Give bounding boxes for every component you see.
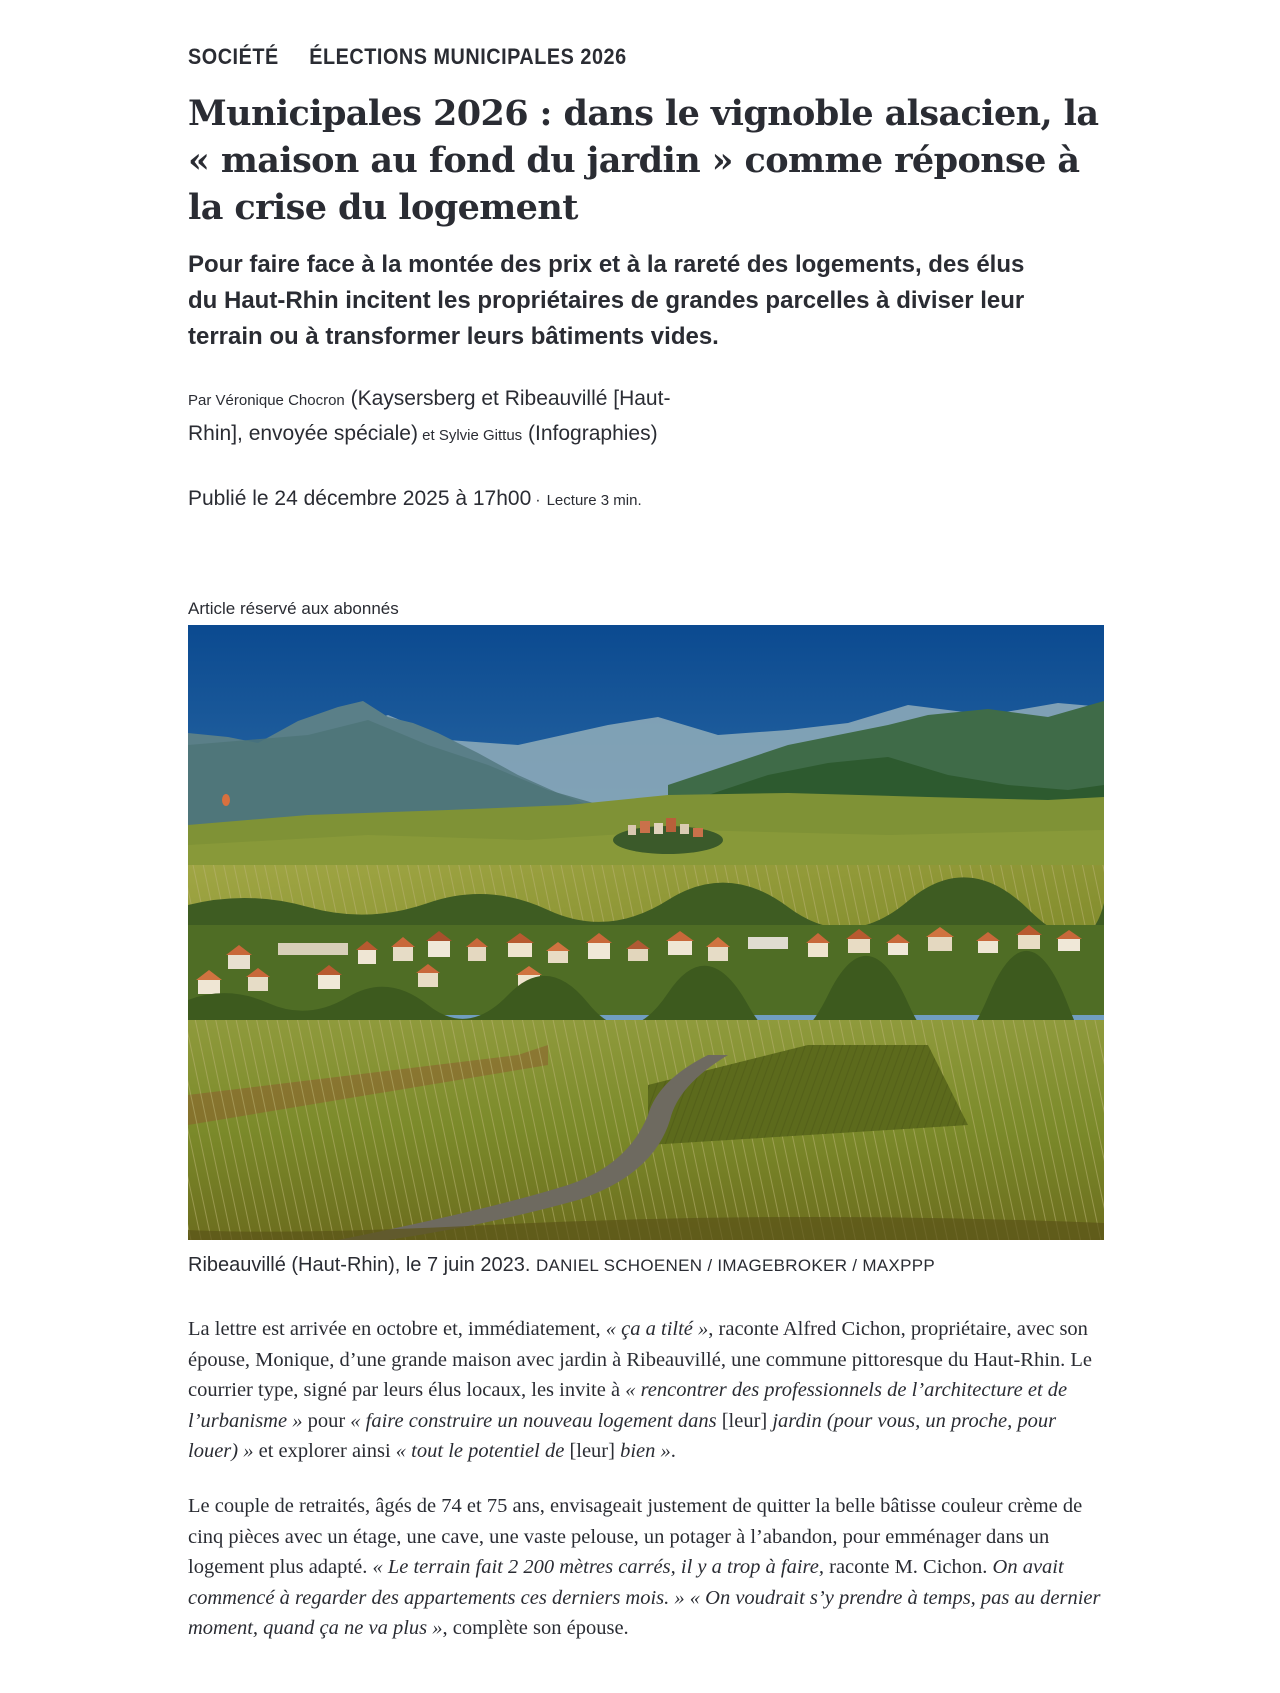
text: . [670, 1440, 676, 1462]
photo-caption [188, 1254, 1108, 1277]
article-kicker [188, 44, 1016, 70]
text: [leur] [721, 1409, 768, 1432]
byline [188, 382, 688, 452]
quote: « tout le potentiel de [395, 1440, 570, 1462]
text: [leur] [569, 1440, 615, 1462]
quote: « Le terrain fait 2 200 mètres carrés, il y a trop à faire, [372, 1556, 824, 1578]
paragraph [188, 1314, 1108, 1467]
caption-text: Ribeauvillé (Haut-Rhin), le 7 juin 2023. [188, 1254, 531, 1276]
premium-label: Article réservé aux abonnés [188, 599, 399, 618]
lede-line: du Haut-Rhin incitent les propriétaires de grandes parcelles à diviser leur [188, 287, 1025, 314]
text: pour [302, 1409, 351, 1432]
author-link[interactable]: Véronique Chocron [215, 392, 345, 409]
byline-conjunction: et [417, 427, 439, 444]
article-body-paragraph-1 [188, 1314, 1108, 1467]
paragraph [188, 1491, 1108, 1644]
quote: bien » [614, 1440, 671, 1462]
title-line: « maison au fond du jardin » comme réponse à [188, 140, 1080, 181]
text: et explorer ainsi [253, 1440, 396, 1462]
author-role: (Infographies) [528, 422, 658, 445]
quote: « faire construire un nouveau logement dans [350, 1409, 722, 1432]
author-role: (Kaysersberg et Ribeauvillé [Haut-Rhin], envoyée spéciale) [188, 387, 671, 445]
lede-line: terrain ou à transformer leurs bâtiments vides. [188, 323, 719, 350]
lede-line: Pour faire face à la montée des prix et à la rareté des logements, des élus [188, 251, 1025, 278]
meta-separator: · [535, 492, 541, 509]
section-link[interactable]: SOCIÉTÉ [188, 44, 279, 69]
quote: « ça a tilté » [605, 1318, 709, 1340]
publication-meta [188, 484, 1108, 516]
text: Le couple de retraités, âgés de 74 et 75 ans, envisageait justement de quitter la belle bâtisse couleur crème de cinq pièces avec un étage, une cave, une vaste pelouse, un potager à l’abandon, pour emménager dans un logement plus adapté. [188, 1495, 1083, 1578]
byline-prefix: Par [188, 392, 216, 409]
quote: On avait commencé à regarder des appartements ces derniers mois. » [188, 1556, 1064, 1609]
topic-link[interactable]: ÉLECTIONS MUNICIPALES 2026 [309, 44, 627, 69]
photo-credit: DANIEL SCHOENEN / IMAGEBROKER / MAXPPP [535, 1256, 935, 1275]
author-link[interactable]: Sylvie Gittus [438, 427, 523, 444]
landscape-image [188, 625, 1104, 1240]
text: , raconte Alfred Cichon, propriétaire, avec son épouse, Monique, d’une grande maison avec jardin à Ribeauvillé, une commune pittoresque du Haut-Rhin. Le courrier type, signé par leurs élus locaux, les invite à [188, 1318, 1093, 1401]
text: La lettre est arrivée en octobre et, immédiatement, [188, 1318, 606, 1340]
quote: jardin (pour vous, un proche, pour louer) » [188, 1409, 1057, 1462]
text: , complète son épouse. [442, 1617, 629, 1639]
text: raconte M. Cichon. [824, 1556, 993, 1578]
publication-date: Publié le 24 décembre 2025 à 17h00 [188, 487, 532, 510]
quote: « rencontrer des professionnels de l’architecture et de l’urbanisme » [188, 1379, 1068, 1432]
quote: « On voudrait s’y prendre à temps, pas au dernier moment, quand ça ne va plus » [188, 1586, 1101, 1639]
article-body-paragraph-2 [188, 1491, 1108, 1644]
article-photo [188, 625, 1104, 1240]
title-line: Municipales 2026 : dans le vignoble alsacien, la [188, 93, 1099, 134]
reading-time: Lecture 3 min. [546, 492, 642, 509]
article-title [188, 90, 1108, 231]
article-lede [188, 247, 1108, 355]
title-line: la crise du logement [188, 187, 578, 228]
